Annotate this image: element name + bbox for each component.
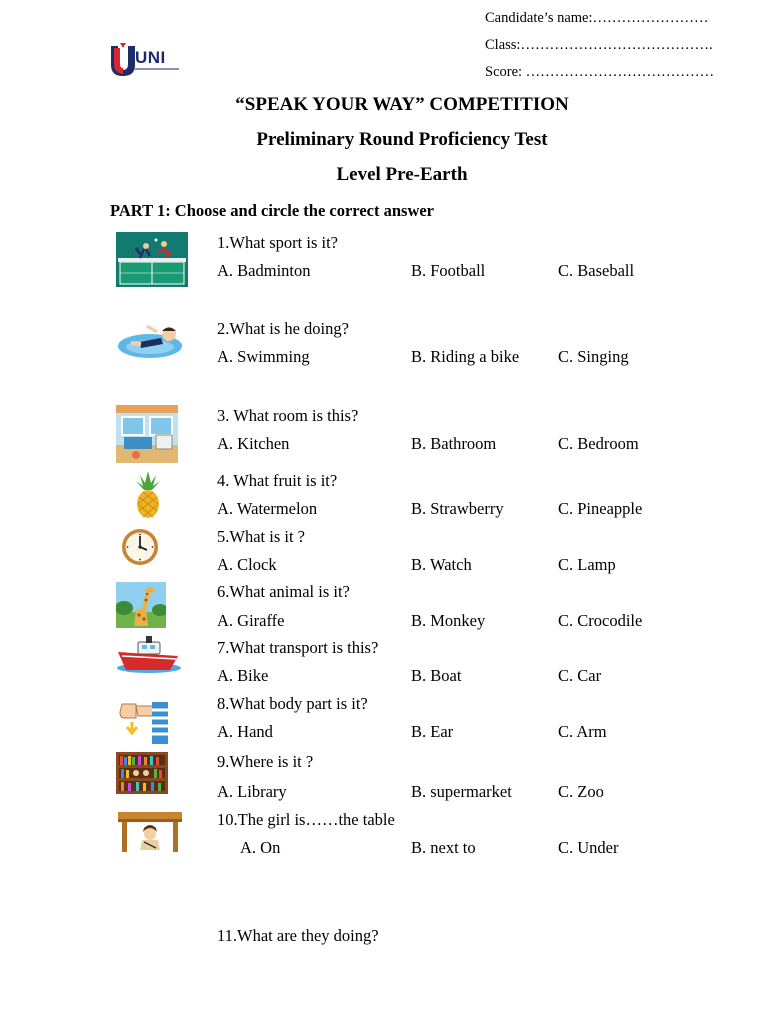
question-1: 1.What sport is it? <box>217 233 338 252</box>
question-9: 9.Where is it ? <box>217 752 314 771</box>
q5-option-b[interactable]: B. Watch <box>411 555 472 574</box>
question-10: 10.The girl is……the table <box>217 810 395 829</box>
q5-option-a[interactable]: A. Clock <box>217 555 277 574</box>
q9-option-b[interactable]: B. supermarket <box>411 782 512 801</box>
library-shelf-icon <box>116 752 168 799</box>
q5-option-c[interactable]: C. Lamp <box>558 555 616 574</box>
q7-option-c[interactable]: C. Car <box>558 666 602 685</box>
q1-option-a[interactable]: A. Badminton <box>217 261 311 280</box>
q6-option-b[interactable]: B. Monkey <box>411 611 486 630</box>
q10-option-c[interactable]: C. Under <box>558 838 619 857</box>
score-field: Score: ………………………………… <box>485 64 715 80</box>
room-icon <box>116 405 178 468</box>
question-8: 8.What body part is it? <box>217 694 368 713</box>
q6-option-a[interactable]: A. Giraffe <box>217 611 285 630</box>
round-title: Preliminary Round Proficiency Test <box>256 129 548 150</box>
uni-logo <box>110 42 182 80</box>
q3-option-a[interactable]: A. Kitchen <box>217 434 290 453</box>
q3-option-b[interactable]: B. Bathroom <box>411 434 497 453</box>
q3-option-c[interactable]: C. Bedroom <box>558 434 639 453</box>
logo-text: UNI <box>135 48 166 67</box>
q1-option-b[interactable]: B. Football <box>411 261 486 280</box>
clock-icon <box>120 528 160 571</box>
q9-option-a[interactable]: A. Library <box>217 782 287 801</box>
pineapple-icon <box>134 471 162 524</box>
q6-option-c[interactable]: C. Crocodile <box>558 611 643 630</box>
q9-option-c[interactable]: C. Zoo <box>558 782 604 801</box>
class-field: Class:…………………………………. <box>485 37 713 53</box>
q2-option-b[interactable]: B. Riding a bike <box>411 347 520 366</box>
question-7: 7.What transport is this? <box>217 638 379 657</box>
question-5: 5.What is it ? <box>217 527 305 546</box>
question-4: 4. What fruit is it? <box>217 471 338 490</box>
q2-option-a[interactable]: A. Swimming <box>217 347 310 366</box>
question-6: 6.What animal is it? <box>217 582 350 601</box>
q7-option-a[interactable]: A. Bike <box>217 666 269 685</box>
q4-option-c[interactable]: C. Pineapple <box>558 499 643 518</box>
badminton-court-icon <box>116 232 188 292</box>
logo-tagline-line <box>135 68 179 70</box>
competition-title: “SPEAK YOUR WAY” COMPETITION <box>235 94 569 115</box>
part1-instruction: PART 1: Choose and circle the correct answer <box>110 201 435 220</box>
question-11: 11.What are they doing? <box>217 926 379 945</box>
boat-icon <box>116 634 182 679</box>
giraffe-icon <box>116 582 166 633</box>
question-3: 3. What room is this? <box>217 406 359 425</box>
question-2: 2.What is he doing? <box>217 319 349 338</box>
q10-option-a[interactable]: A. On <box>240 838 281 857</box>
q1-option-c[interactable]: C. Baseball <box>558 261 635 280</box>
q8-option-a[interactable]: A. Hand <box>217 722 273 741</box>
q8-option-b[interactable]: B. Ear <box>411 722 454 741</box>
swimming-boy-icon <box>117 322 183 365</box>
arm-icon <box>116 696 172 749</box>
q10-option-b[interactable]: B. next to <box>411 838 476 857</box>
candidate-name-field: Candidate’s name:…………………… <box>485 10 709 26</box>
q4-option-b[interactable]: B. Strawberry <box>411 499 504 518</box>
uni-logo-mark-icon <box>110 42 136 78</box>
level-title: Level Pre-Earth <box>336 164 468 185</box>
q4-option-a[interactable]: A. Watermelon <box>217 499 318 518</box>
q2-option-c[interactable]: C. Singing <box>558 347 629 366</box>
girl-under-table-icon <box>118 812 182 857</box>
q7-option-b[interactable]: B. Boat <box>411 666 462 685</box>
q8-option-c[interactable]: C. Arm <box>558 722 607 741</box>
